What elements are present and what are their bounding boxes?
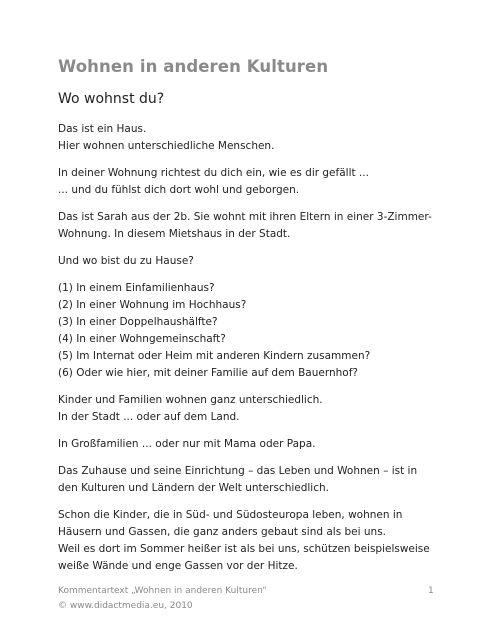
page-number: 1 [428, 586, 434, 596]
text-line: Weil es dort im Sommer heißer ist als bei uns, schützen beispielsweise [58, 543, 430, 555]
paragraph [58, 253, 478, 270]
text-line: Und wo bist du zu Hause? [58, 255, 194, 267]
document-body [58, 121, 478, 585]
text-line: In Großfamilien ... oder nur mit Mama oder Papa. [58, 438, 316, 450]
paragraph [58, 280, 478, 382]
text-line: (2) In einer Wohnung im Hochhaus? [58, 299, 247, 311]
text-line: (3) In einer Doppelhaushälfte? [58, 316, 218, 328]
paragraph [58, 165, 478, 199]
text-line: Schon die Kinder, die in Süd- und Südosteuropa leben, wohnen in [58, 509, 403, 521]
text-line: In der Stadt ... oder auf dem Land. [58, 411, 240, 423]
text-line: Häusern und Gassen, die ganz anders gebaut sind als bei uns. [58, 526, 387, 538]
text-line: Kinder und Familien wohnen ganz unterschiedlich. [58, 394, 323, 406]
paragraph [58, 121, 478, 155]
text-line: Das ist ein Haus. [58, 123, 147, 135]
paragraph [58, 507, 478, 575]
text-line: Das Zuhause und seine Einrichtung – das Leben und Wohnen – ist in [58, 465, 418, 477]
document-subtitle: Wo wohnst du? [58, 91, 165, 107]
paragraph [58, 463, 478, 497]
footer-copyright: © www.didactmedia.eu, 2010 [58, 601, 193, 611]
text-line: (4) In einer Wohngemeinschaft? [58, 333, 226, 345]
text-line: Wohnung. In diesem Mietshaus in der Stadt. [58, 228, 291, 240]
paragraph [58, 209, 478, 243]
paragraph [58, 436, 478, 453]
document-title: Wohnen in anderen Kulturen [58, 57, 329, 76]
text-line: weiße Wände und enge Gassen vor der Hitze. [58, 560, 298, 572]
page-footer [58, 584, 438, 614]
text-line: (5) Im Internat oder Heim mit anderen Kindern zusammen? [58, 350, 371, 362]
text-line: In deiner Wohnung richtest du dich ein, wie es dir gefällt ... [58, 167, 369, 179]
text-line: ... und du fühlst dich dort wohl und geborgen. [58, 184, 300, 196]
paragraph [58, 392, 478, 426]
text-line: Das ist Sarah aus der 2b. Sie wohnt mit ihren Eltern in einer 3-Zimmer- [58, 211, 432, 223]
text-line: Hier wohnen unterschiedliche Menschen. [58, 140, 275, 152]
text-line: (6) Oder wie hier, mit deiner Familie auf dem Bauernhof? [58, 367, 358, 379]
text-line: (1) In einem Einfamilienhaus? [58, 282, 215, 294]
text-line: den Kulturen und Ländern der Welt unterschiedlich. [58, 482, 329, 494]
footer-caption: Kommentartext „Wohnen in anderen Kulturen“ [58, 586, 267, 596]
